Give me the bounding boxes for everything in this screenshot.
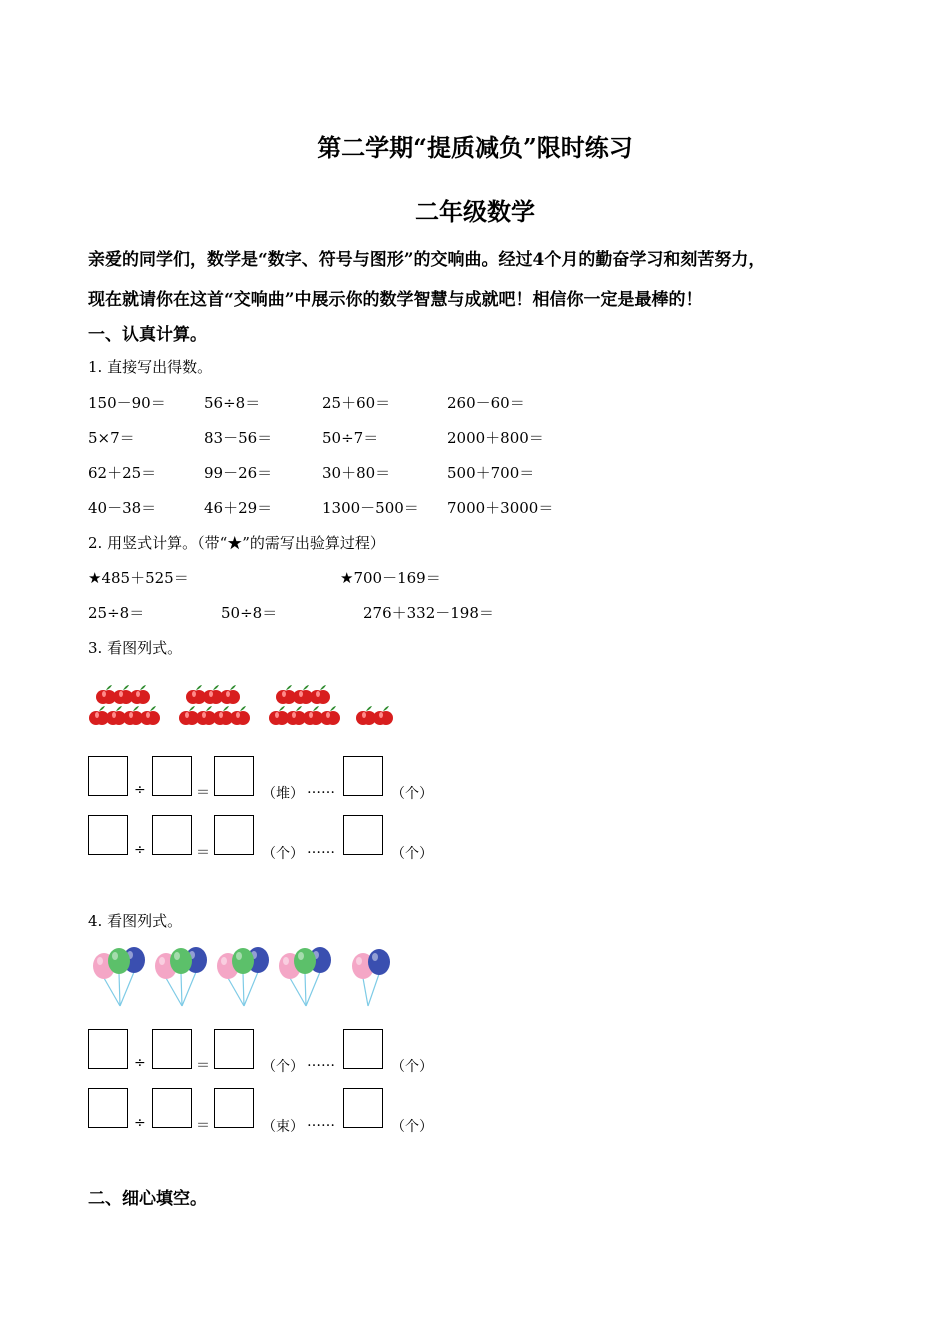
calc-item: 2000＋800＝ bbox=[447, 429, 544, 447]
answer-box[interactable] bbox=[152, 1029, 192, 1069]
page-subtitle: 二年级数学 bbox=[415, 197, 535, 226]
calc-item: 7000＋3000＝ bbox=[447, 499, 554, 517]
balloon-mark bbox=[108, 948, 130, 974]
answer-box[interactable] bbox=[343, 1029, 383, 1069]
q4-label: 4. 看图列式。 bbox=[88, 912, 183, 930]
calc-item: 56÷8＝ bbox=[204, 394, 261, 412]
calc-item: 40－38＝ bbox=[88, 499, 157, 517]
q1-label: 1. 直接写出得数。 bbox=[88, 358, 213, 376]
section-2-heading: 二、细心填空。 bbox=[88, 1189, 207, 1209]
equals-sign: ＝ bbox=[196, 785, 210, 801]
balloon-bunch-icon bbox=[93, 947, 145, 1006]
vertical-calc-item: 50÷8＝ bbox=[221, 604, 278, 622]
intro-line-1: 亲爱的同学们，数学是“数字、符号与图形”的交响曲。经过4个月的勤奋学习和刻苦努力， bbox=[88, 250, 766, 270]
remainder-dots: …… bbox=[307, 1054, 335, 1070]
calc-item: 260－60＝ bbox=[447, 394, 525, 412]
unit-label: （个） bbox=[391, 1059, 433, 1075]
calc-item: 500＋700＝ bbox=[447, 464, 535, 482]
balloon-bunch-icon bbox=[217, 947, 269, 1006]
answer-box[interactable] bbox=[88, 1029, 128, 1069]
divide-sign: ÷ bbox=[134, 1115, 146, 1131]
unit-label: （束） bbox=[262, 1119, 304, 1135]
q3-label: 3. 看图列式。 bbox=[88, 639, 183, 657]
calc-item: 1300－500＝ bbox=[322, 499, 419, 517]
equals-sign: ＝ bbox=[196, 845, 210, 861]
vertical-calc-item: 276＋332－198＝ bbox=[363, 604, 494, 622]
remainder-dots: …… bbox=[307, 841, 335, 857]
calc-item: 99－26＝ bbox=[204, 464, 273, 482]
unit-label: （堆） bbox=[262, 786, 304, 802]
unit-label: （个） bbox=[391, 1119, 433, 1135]
balloon-bunch-icon bbox=[352, 949, 390, 1006]
answer-box[interactable] bbox=[214, 1088, 254, 1128]
balloon-mark bbox=[232, 948, 254, 974]
q2-label: 2. 用竖式计算。（带“★”的需写出验算过程） bbox=[88, 534, 385, 552]
calc-item: 30＋80＝ bbox=[322, 464, 391, 482]
calc-item: 25＋60＝ bbox=[322, 394, 391, 412]
balloon-mark bbox=[294, 948, 316, 974]
answer-box[interactable] bbox=[214, 1029, 254, 1069]
unit-label: （个） bbox=[391, 786, 433, 802]
unit-label: （个） bbox=[391, 846, 433, 862]
page-title: 第二学期“提质减负”限时练习 bbox=[317, 133, 633, 162]
calc-item: 50÷7＝ bbox=[322, 429, 379, 447]
divide-sign: ÷ bbox=[134, 782, 146, 798]
divide-sign: ÷ bbox=[134, 842, 146, 858]
balloon-mark bbox=[170, 948, 192, 974]
vertical-calc-item: ★485＋525＝ bbox=[88, 569, 189, 587]
equals-sign: ＝ bbox=[196, 1118, 210, 1134]
balloon-bunch-icon bbox=[155, 947, 207, 1006]
unit-label: （个） bbox=[262, 1059, 304, 1075]
vertical-calc-item: ★700－169＝ bbox=[340, 569, 441, 587]
answer-box[interactable] bbox=[88, 1088, 128, 1128]
vertical-calc-item: 25÷8＝ bbox=[88, 604, 145, 622]
calc-item: 5×7＝ bbox=[88, 429, 135, 447]
answer-box[interactable] bbox=[152, 1088, 192, 1128]
intro-line-2: 现在就请你在这首“交响曲”中展示你的数学智慧与成就吧！相信你一定是最棒的！ bbox=[88, 290, 703, 310]
section-1-heading: 一、认真计算。 bbox=[88, 325, 207, 345]
calc-item: 46＋29＝ bbox=[204, 499, 273, 517]
equals-sign: ＝ bbox=[196, 1058, 210, 1074]
divide-sign: ÷ bbox=[134, 1055, 146, 1071]
remainder-dots: …… bbox=[307, 781, 335, 797]
calc-item: 83－56＝ bbox=[204, 429, 273, 447]
unit-label: （个） bbox=[262, 846, 304, 862]
balloon-bunch-icon bbox=[279, 947, 331, 1006]
calc-item: 150－90＝ bbox=[88, 394, 166, 412]
balloon-mark bbox=[368, 949, 390, 975]
calc-item: 62＋25＝ bbox=[88, 464, 157, 482]
answer-box[interactable] bbox=[343, 1088, 383, 1128]
remainder-dots: …… bbox=[307, 1114, 335, 1130]
